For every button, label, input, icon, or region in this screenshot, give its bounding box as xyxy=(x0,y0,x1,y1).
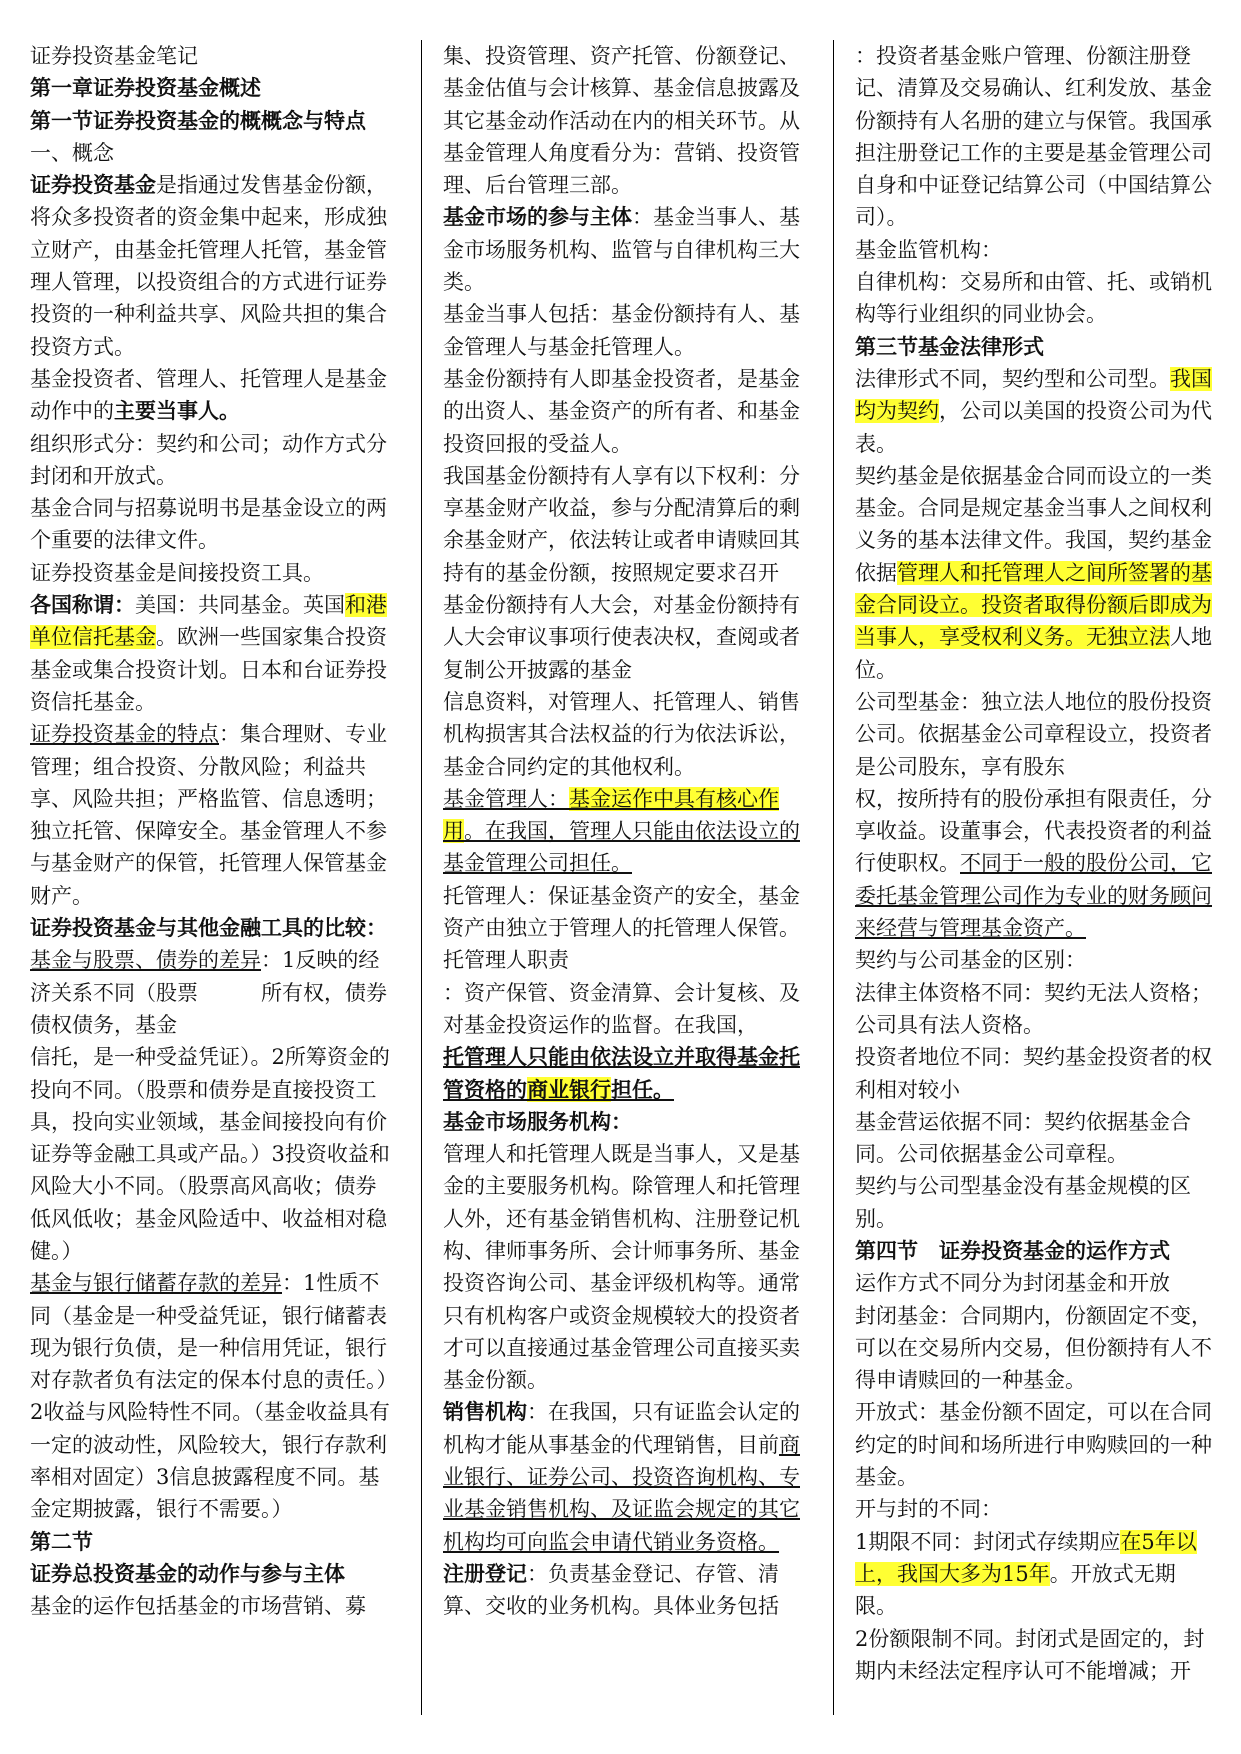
text-run: 契约与公司型基金没有基金规模的区别。 xyxy=(855,1174,1191,1231)
paragraph xyxy=(855,1493,1217,1525)
text-run: 。欧洲一些国家集合投资基金或集合投资计划。日本和台证券投资信托基金。 xyxy=(30,625,387,714)
text-run: ：集合理财、专业管理；组合投资、分散风险；利益共享、风险共担；严格监管、信息透明；独立托管、保障安全。基金管理人不参与基金财产的保管，托管理人保管基金财产。 xyxy=(30,722,387,908)
text-run: 证券投资基金的特点 xyxy=(30,722,219,747)
text-run: 各国称谓： xyxy=(30,592,135,618)
text-run: 人地位。 xyxy=(855,625,1212,682)
column-divider-2 xyxy=(833,40,834,1715)
text-run: 基金管理人： xyxy=(443,786,569,811)
text-run: 第一章证券投资基金概述 xyxy=(30,75,261,101)
text-run: 基金份额持有人大会，对基金份额持有人大会审议事项行使表决权，查阅或者复制公开披露的基金 xyxy=(443,593,800,682)
paragraph xyxy=(30,169,392,363)
text-run: 。开放式无期限。 xyxy=(855,1561,1176,1619)
paragraph xyxy=(30,1558,392,1590)
text-run: 基金市场服务机构： xyxy=(443,1108,632,1134)
text-run: 证券投资基金是间接投资工具。 xyxy=(30,560,324,585)
text-run: 证券投资基金 xyxy=(30,172,156,198)
paragraph xyxy=(855,460,1217,686)
column-middle xyxy=(443,40,807,1623)
text-run: 信息资料，对管理人、托管理人、销售机构损害其合法权益的行为依法诉讼，基金合同约定的其他权利。 xyxy=(443,689,800,779)
column-divider-1 xyxy=(421,40,422,1715)
paragraph xyxy=(855,1235,1217,1267)
paragraph xyxy=(855,1300,1217,1397)
paragraph xyxy=(443,1041,807,1106)
text-run: 管理人和托管理人既是当事人，又是基金的主要服务机构。除管理人和托管理人外，还有基金销售机构、注册登记机构、律师事务所、会计师事务所、基金投资咨询公司、基金评级机构等。通常只有机构客户或资金规模较大的投资者才可以直接通过基金管理公司直接买卖基金份额。 xyxy=(443,1142,800,1393)
text-run: 法律主体资格不同：契约无法人资格；公司具有法人资格。 xyxy=(855,980,1212,1037)
text-run: 一、概念 xyxy=(30,140,114,165)
text-run: 销售机构 xyxy=(443,1399,527,1425)
paragraph xyxy=(443,1396,807,1557)
text-run: 担任。 xyxy=(611,1076,674,1102)
paragraph xyxy=(443,1138,807,1396)
text-run: 组织形式分：契约和公司；动作方式分封闭和开放式。 xyxy=(30,431,387,488)
paragraph xyxy=(443,363,807,460)
paragraph xyxy=(855,1106,1217,1171)
paragraph xyxy=(30,1267,392,1525)
text-run: 不同于一般的股份公司，它委托基金管理公司作为专业的财务顾问来经营与管理基金资产。 xyxy=(855,851,1212,941)
paragraph xyxy=(30,72,392,104)
paragraph xyxy=(855,1041,1217,1106)
text-run: 托管理人只能由依法设立并取得基金托管资格的 xyxy=(443,1044,800,1102)
paragraph xyxy=(855,363,1217,460)
text-run: 基金份额持有人即基金投资者，是基金的出资人、基金资产的所有者、和基金投资回报的受益人。 xyxy=(443,366,800,456)
text-run: 运作方式不同分为封闭基金和开放 xyxy=(855,1271,1170,1296)
text-run: 权，按所持有的股份承担有限责任，分享收益。设董事会，代表投资者的利益行使职权。 xyxy=(855,786,1212,876)
paragraph xyxy=(855,977,1217,1042)
text-run: 基金市场的参与主体 xyxy=(443,204,632,230)
text-run: 注册登记 xyxy=(443,1560,527,1586)
paragraph xyxy=(855,234,1217,266)
text-run: 2份额限制不同。封闭式是固定的，封期内未经法定程序认可不能增减；开 xyxy=(855,1626,1205,1683)
text-run: 商业银行 xyxy=(527,1076,611,1102)
text-run: ：负责基金登记、存管、清算、交收的业务机构。具体业务包括 xyxy=(443,1561,779,1619)
paragraph xyxy=(30,1590,392,1622)
paragraph xyxy=(30,557,392,589)
paragraph xyxy=(30,589,392,718)
text-run: 基金营运依据不同：契约依据基金合同。公司依据基金公司章程。 xyxy=(855,1109,1191,1167)
text-run: 我国基金份额持有人享有以下权利：分享基金财产收益，参与分配清算后的剩余基金财产，依法转让或者申请赎回其持有的基金份额，按照规定要求召开 xyxy=(443,463,800,585)
text-run: 证券投资基金与其他金融工具的比较： xyxy=(30,915,387,941)
paragraph xyxy=(443,977,807,1042)
paragraph xyxy=(30,428,392,493)
text-run: 我国均为契约 xyxy=(855,366,1212,424)
text-run: 基金合同与招募说明书是基金设立的两个重要的法律文件。 xyxy=(30,496,387,553)
text-run: 基金投资者、管理人、托管理人是基金动作中的 xyxy=(30,366,387,424)
paragraph xyxy=(443,460,807,589)
text-run: ：资产保管、资金清算、会计复核、及对基金投资运作的监督。在我国， xyxy=(443,980,800,1037)
paragraph xyxy=(443,686,807,783)
paragraph xyxy=(30,105,392,137)
paragraph xyxy=(443,589,807,686)
paragraph xyxy=(855,1267,1217,1299)
paragraph xyxy=(30,912,392,944)
text-run: 证券投资基金笔记 xyxy=(30,44,198,68)
paragraph xyxy=(30,137,392,169)
paragraph xyxy=(443,298,807,363)
text-run: 1期限不同：封闭式存续期应 xyxy=(855,1529,1121,1554)
text-run: 在5年以上，我国大多为15年 xyxy=(855,1529,1197,1586)
paragraph xyxy=(443,1106,807,1138)
paragraph xyxy=(30,363,392,428)
paragraph xyxy=(855,40,1217,234)
text-run: 投资者地位不同：契约基金投资者的权利相对较小 xyxy=(855,1045,1212,1102)
text-run: 契约与公司基金的区别： xyxy=(855,948,1086,973)
paragraph xyxy=(30,1041,392,1267)
paragraph xyxy=(855,686,1217,783)
paragraph xyxy=(443,783,807,880)
paragraph xyxy=(443,880,807,977)
paragraph xyxy=(855,331,1217,363)
text-run: 开放式：基金份额不固定，可以在合同约定的时间和场所进行申购赎回的一种基金。 xyxy=(855,1400,1212,1490)
paragraph xyxy=(855,1396,1217,1493)
paragraph xyxy=(443,201,807,298)
text-run: ：1反映的经济关系不同（股票 所有权，债券债权债务，基金 xyxy=(30,948,387,1037)
text-run: 公司型基金：独立法人地位的股份投资公司。依据基金公司章程设立，投资者是公司股东，享有股东 xyxy=(855,689,1212,779)
text-run: 开与封的不同： xyxy=(855,1497,1002,1522)
text-run: 和港单位信托基金 xyxy=(30,593,387,650)
paragraph xyxy=(855,1170,1217,1235)
text-run: 是指通过发售基金份额，将众多投资者的资金集中起来，形成独立财产，由基金托管理人托管，基金管理人管理，以投资组合的方式进行证券投资的一种利益共享、风险共担的集合投资方式。 xyxy=(30,173,387,359)
paragraph xyxy=(30,40,392,72)
text-run: 基金监管机构： xyxy=(855,237,1002,262)
paragraph xyxy=(855,1623,1217,1688)
text-run: 第四节 证券投资基金的运作方式 xyxy=(855,1237,1170,1263)
paragraph xyxy=(443,1558,807,1623)
text-run: ：在我国，只有证监会认定的机构才能从事基金的代理销售，目前 xyxy=(443,1400,800,1457)
text-run: 基金与银行储蓄存款的差异 xyxy=(30,1271,282,1296)
text-run: 法律形式不同，契约型和公司型。 xyxy=(855,366,1170,391)
text-run: 美国：共同基金。英国 xyxy=(135,593,345,618)
text-run: 证券总投资基金的动作与参与主体 xyxy=(30,1560,345,1586)
text-run: ，公司以美国的投资公司为代表。 xyxy=(855,399,1212,456)
text-run: 信托，是一种受益凭证）。2所筹资金的投向不同。（股票和债券是直接投资工具，投向实业领域，基金间接投向有价证券等金融工具或产品。）3投资收益和风险大小不同。（股票高风高收；债券低风低收；基金风险适中、收益相对稳健。） xyxy=(30,1045,390,1263)
text-run: 商业银行、证券公司、投资咨询机构、专业基金销售机构、及证监会规定的其它机构均可向监会申请代销业务资格。 xyxy=(443,1432,800,1554)
paragraph xyxy=(30,718,392,912)
text-run: 基金与股票、债券的差异 xyxy=(30,948,261,973)
column-right xyxy=(855,40,1217,1687)
text-run: 基金运作中具有核心作用 xyxy=(443,786,779,844)
text-run: 主要当事人。 xyxy=(114,398,240,424)
paragraph xyxy=(30,1526,392,1558)
text-run: 集、投资管理、资产托管、份额登记、基金估值与会计核算、基金信息披露及其它基金动作活动在内的相关环节。从基金管理人角度看分为：营销、投资管理、后台管理三部。 xyxy=(443,44,800,198)
paragraph xyxy=(855,783,1217,944)
paragraph xyxy=(855,1526,1217,1623)
text-run: ：基金当事人、基金市场服务机构、监管与自律机构三大类。 xyxy=(443,205,800,295)
paragraph xyxy=(443,40,807,201)
paragraph xyxy=(855,266,1217,331)
text-run: 。在我国，管理人只能由依法设立的基金管理公司担任。 xyxy=(443,819,800,876)
text-run: 托管理人：保证基金资产的安全，基金资产由独立于管理人的托管理人保管。托管理人职责 xyxy=(443,883,800,973)
text-run: 基金的运作包括基金的市场营销、募 xyxy=(30,1594,366,1619)
column-left xyxy=(30,40,392,1623)
paragraph xyxy=(855,944,1217,976)
text-run: ：投资者基金账户管理、份额注册登记、清算及交易确认、红利发放、基金份额持有人名册的建立与保管。我国承担注册登记工作的主要是基金管理公司自身和中证登记结算公司（中国结算公司）。 xyxy=(855,44,1212,230)
paragraph xyxy=(30,944,392,1041)
text-run: ：1性质不同（基金是一种受益凭证，银行储蓄表现为银行负债，是一种信用凭证，银行对存款者负有法定的保本付息的责任。）2收益与风险特性不同。（基金收益具有一定的波动性，风险较大，银行存款利率相对固定）3信息披露程度不同。基金定期披露，银行不需要。） xyxy=(30,1271,390,1522)
text-run: 第二节 xyxy=(30,1528,93,1554)
text-run: 第一节证券投资基金的概概念与特点 xyxy=(30,107,366,133)
text-run: 自律机构：交易所和由管、托、或销机构等行业组织的同业协会。 xyxy=(855,270,1212,327)
text-run: 契约基金是依据基金合同而设立的一类基金。合同是规定基金当事人之间权利义务的基本法律文件。我国，契约基金依据 xyxy=(855,463,1212,585)
text-run: 第三节基金法律形式 xyxy=(855,333,1044,359)
text-run: 封闭基金：合同期内，份额固定不变，可以在交易所内交易，但份额持有人不得申请赎回的一种基金。 xyxy=(855,1303,1212,1393)
paragraph xyxy=(30,492,392,557)
text-run: 基金当事人包括：基金份额持有人、基金管理人与基金托管理人。 xyxy=(443,302,800,359)
text-run: 管理人和托管理人之间所签署的基金合同设立。投资者取得份额后即成为当事人，享受权利义务。无独立法 xyxy=(855,560,1212,650)
